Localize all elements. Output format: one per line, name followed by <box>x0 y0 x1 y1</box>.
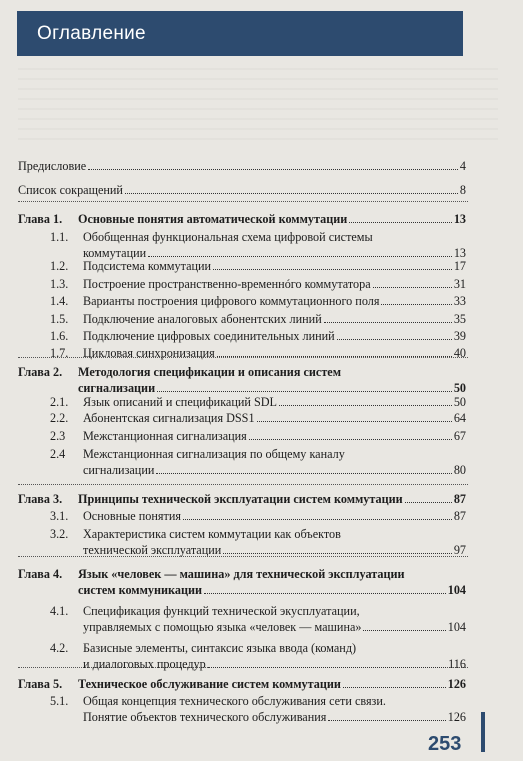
toc-number: 4.1. <box>50 604 69 618</box>
dot-leader <box>257 420 452 422</box>
toc-title-line: Общая концепция технического обслуживания сети связи. <box>83 694 386 708</box>
toc-number: 2.1. <box>50 395 69 409</box>
toc-number: 4.2. <box>50 641 69 655</box>
dot-leader <box>223 552 452 554</box>
toc-title-line: Методология спецификации и описания систем <box>78 365 342 379</box>
toc-number: Глава 5. <box>18 677 63 691</box>
dot-leader <box>373 286 452 288</box>
dot-leader <box>208 666 446 668</box>
toc-title-line: Межстанционная сигнализация по общему каналу <box>83 447 345 461</box>
dot-leader <box>213 268 452 270</box>
bleed-through-text <box>18 62 498 140</box>
toc-number: Глава 1. <box>18 212 63 226</box>
toc-number: 2.2. <box>50 411 69 425</box>
toc-title-line: сигнализации <box>83 463 155 477</box>
toc-number: 3.1. <box>50 509 69 523</box>
toc-number: 3.2. <box>50 527 69 541</box>
toc-title-line: Понятие объектов технического обслуживания <box>83 710 327 724</box>
toc-title-line: Язык описаний и спецификаций SDL <box>83 395 277 409</box>
toc-title-line: Построение пространственно-временнóго коммутатора <box>83 277 371 291</box>
chapter-divider <box>18 484 468 485</box>
dot-leader <box>249 438 452 440</box>
toc-title-line: систем коммуникации <box>78 583 203 597</box>
toc-page-number: 80 <box>453 463 466 477</box>
toc-number: Глава 4. <box>18 567 63 581</box>
dot-leader <box>88 168 458 170</box>
dot-leader <box>405 501 452 503</box>
toc-title-line: Язык «человек — машина» для технической эксплуатации <box>78 567 405 581</box>
toc-title-line: Спецификация функций технической экусплуатации, <box>83 604 360 618</box>
chapter-divider <box>18 201 468 202</box>
toc-page-number: 13 <box>453 246 466 260</box>
toc-number: 1.6. <box>50 329 69 343</box>
toc-number: 5.1. <box>50 694 69 708</box>
toc-page-number: 116 <box>448 657 466 671</box>
toc-title-line: Цикловая синхронизация <box>83 346 215 360</box>
dot-leader <box>125 192 458 194</box>
toc-title-line: Подключение цифровых соединительных линий <box>83 329 335 343</box>
toc-title-line: Базисные элементы, синтаксис языка ввода (команд) <box>83 641 357 655</box>
toc-number: Глава 2. <box>18 365 63 379</box>
toc-number: 2.4 <box>50 447 66 461</box>
dot-leader <box>324 321 452 323</box>
toc-page-number: 64 <box>453 411 466 425</box>
toc-title-line: технической эксплуатации <box>83 543 222 557</box>
dot-leader <box>363 629 445 631</box>
toc-page-number: 40 <box>453 346 466 360</box>
toc-title-line: Подсистема коммутации <box>83 259 212 273</box>
toc-title-line: и диалоговых процедур <box>83 657 206 671</box>
toc-title-line: Основные понятия автоматической коммутации <box>78 212 348 226</box>
dot-leader <box>183 518 452 520</box>
dot-leader <box>343 686 446 688</box>
dot-leader <box>156 472 451 474</box>
toc-title-line: Абонентская сигнализация DSS1 <box>83 411 255 425</box>
toc-page-number: 87 <box>453 509 466 523</box>
toc-page-number: 97 <box>453 543 466 557</box>
toc-number: 1.4. <box>50 294 69 308</box>
toc-number: 1.1. <box>50 230 69 244</box>
toc-title-line: Основные понятия <box>83 509 181 523</box>
toc-title-line: коммутации <box>83 246 147 260</box>
toc-number: 1.5. <box>50 312 69 326</box>
dot-leader <box>217 355 452 357</box>
toc-title-line: Предисловие <box>18 159 87 173</box>
toc-number: 2.3 <box>50 429 66 443</box>
dot-leader <box>157 390 452 392</box>
toc-title-line: сигнализации <box>78 381 156 395</box>
toc-number: 1.3. <box>50 277 69 291</box>
toc-title-line: Характеристика систем коммутации как объектов <box>83 527 341 541</box>
toc-number: 1.7. <box>50 346 69 360</box>
toc-title-line: Подключение аналоговых абонентских линий <box>83 312 322 326</box>
dot-leader <box>328 719 445 721</box>
toc-page-number: 126 <box>447 677 466 691</box>
toc-page-number: 87 <box>453 492 466 506</box>
toc-page-number: 4 <box>459 159 466 173</box>
dot-leader <box>349 221 452 223</box>
toc-title-line: Обобщенная функциональная схема цифровой системы <box>83 230 373 244</box>
toc-page-number: 31 <box>453 277 466 291</box>
page-title: Оглавление <box>17 11 463 56</box>
toc-number: Глава 3. <box>18 492 63 506</box>
toc-page-number: 67 <box>453 429 466 443</box>
toc-page-number: 104 <box>447 583 466 597</box>
toc-page-number: 17 <box>453 259 466 273</box>
page-number-bar <box>481 712 485 752</box>
toc-title-line: управляемых с помощью языка «человек — машина» <box>83 620 362 634</box>
toc-page-number: 8 <box>459 183 466 197</box>
toc-title-line: Варианты построения цифрового коммутационного поля <box>83 294 380 308</box>
dot-leader <box>337 338 452 340</box>
toc-page-number: 39 <box>453 329 466 343</box>
toc-title-line: Межстанционная сигнализация <box>83 429 247 443</box>
toc-title-line: Принципы технической эксплуатации систем коммутации <box>78 492 403 506</box>
toc-page-number: 50 <box>453 381 466 395</box>
toc-page-number: 50 <box>453 395 466 409</box>
toc-page-number: 104 <box>447 620 466 634</box>
dot-leader <box>381 303 451 305</box>
toc-number: 1.2. <box>50 259 69 273</box>
toc-page-number: 33 <box>453 294 466 308</box>
toc-page-number: 35 <box>453 312 466 326</box>
toc-page-number: 13 <box>453 212 466 226</box>
toc-title-line: Список сокращений <box>18 183 123 197</box>
dot-leader <box>148 255 452 257</box>
page-number: 253 <box>428 733 462 755</box>
toc-page-number: 126 <box>447 710 466 724</box>
dot-leader <box>204 592 446 594</box>
dot-leader <box>279 404 452 406</box>
toc-title-line: Техническое обслуживание систем коммутации <box>78 677 341 691</box>
